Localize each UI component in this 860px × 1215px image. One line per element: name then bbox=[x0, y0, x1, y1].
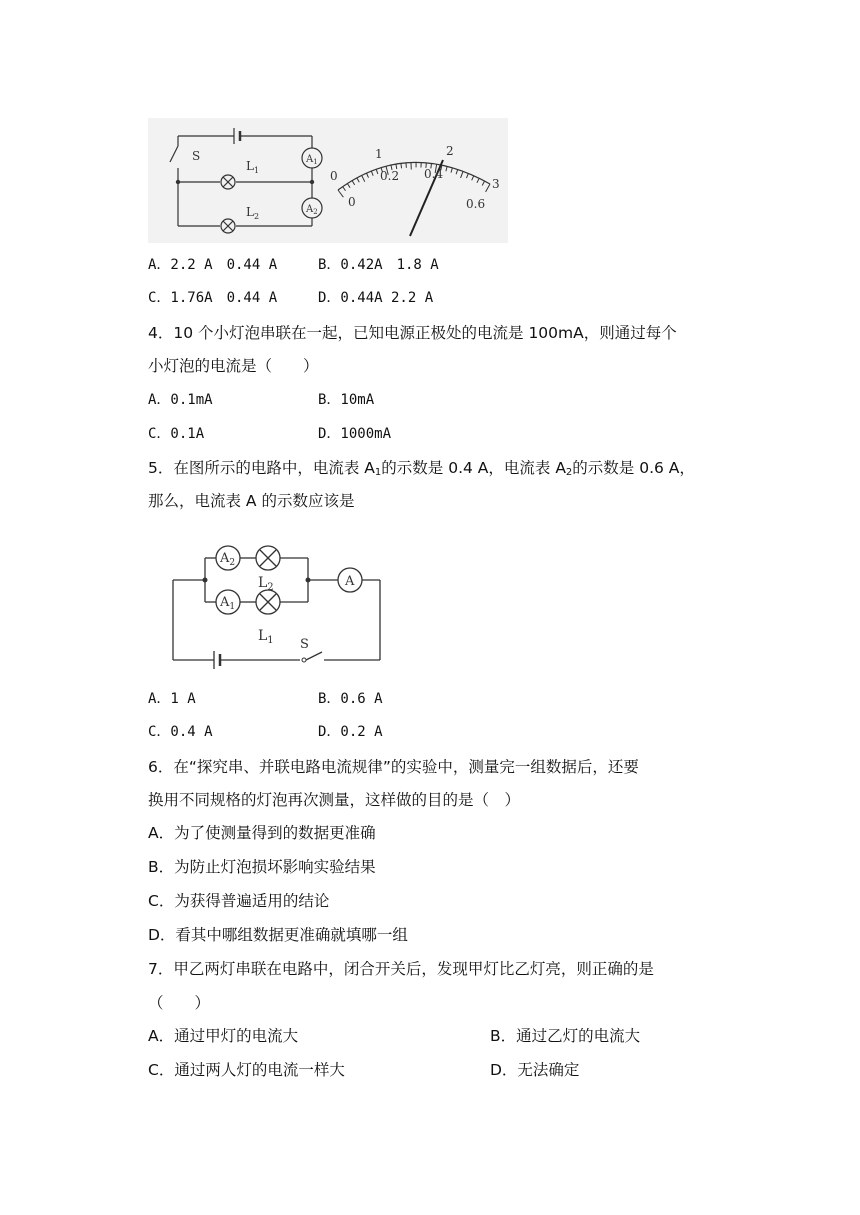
fig5-ammeter-a: A bbox=[345, 574, 355, 589]
q6-option-c: C．为获得普遍适用的结论 bbox=[148, 892, 330, 910]
fig5-lamp-l2-label: $L_2$ bbox=[258, 575, 274, 593]
q5-option-a: A．1 A bbox=[148, 691, 196, 707]
svg-text:0.2: 0.2 bbox=[380, 169, 400, 183]
q4-stem-line1: 4．10 个小灯泡串联在一起，已知电源正极处的电流是 100mA，则通过每个 bbox=[148, 324, 677, 342]
q3-figure bbox=[148, 118, 508, 243]
q7-stem-line2: （ ） bbox=[148, 994, 211, 1012]
q6-option-d: D．看其中哪组数据更准确就填哪一组 bbox=[148, 926, 408, 944]
q5-circuit-figure bbox=[168, 540, 408, 670]
q4-option-b: B．10mA bbox=[318, 392, 375, 408]
q5-option-b: B．0.6 A bbox=[318, 691, 383, 707]
q6-stem-line2: 换用不同规格的灯泡再次测量，这样做的目的是（ ） bbox=[148, 791, 521, 809]
q5-option-c: C．0.4 A bbox=[148, 724, 213, 740]
q4-option-d: D．1000mA bbox=[318, 426, 392, 442]
fig5-ammeter-a2: $A_2$ bbox=[220, 551, 236, 568]
svg-text:2: 2 bbox=[446, 144, 454, 158]
q4-stem-line2: 小灯泡的电流是（ ） bbox=[148, 357, 319, 375]
svg-text:0: 0 bbox=[348, 195, 356, 209]
q4-option-c: C．0.1A bbox=[148, 426, 205, 442]
q7-option-a: A．通过甲灯的电流大 bbox=[148, 1027, 299, 1045]
q7-stem-line1: 7．甲乙两灯串联在电路中，闭合开关后，发现甲灯比乙灯亮，则正确的是 bbox=[148, 960, 654, 978]
fig5-switch-label: S bbox=[300, 637, 309, 652]
q3-option-c: C．1.76A 0.44 A bbox=[148, 290, 278, 306]
q3-option-d: D．0.44A 2.2 A bbox=[318, 290, 434, 306]
q5-stem-line2: 那么，电流表 A 的示数应该是 bbox=[148, 492, 355, 510]
meter-tick bbox=[401, 163, 402, 168]
svg-text:L2: $L_2$ bbox=[246, 205, 260, 221]
fig5-lamp-l1-label: $L_1$ bbox=[258, 628, 274, 646]
q5-option-d: D．0.2 A bbox=[318, 724, 383, 740]
q7-option-d: D．无法确定 bbox=[490, 1061, 580, 1079]
q3-option-a: A．2.2 A 0.44 A bbox=[148, 257, 278, 273]
q7-option-c: C．通过两人灯的电流一样大 bbox=[148, 1061, 345, 1079]
q6-option-b: B．为防止灯泡损坏影响实验结果 bbox=[148, 858, 376, 876]
fig3-ammeter-a2: $A_2$ bbox=[306, 204, 318, 216]
q5-stem-line1: 5．在图所示的电路中，电流表 $A_1$的示数是 0.4 A，电流表 $A_2$的示数是 0.6 A， bbox=[148, 459, 695, 478]
q7-option-b: B．通过乙灯的电流大 bbox=[490, 1027, 641, 1045]
fig3-switch-label: S bbox=[192, 149, 201, 163]
svg-text:0.6: 0.6 bbox=[466, 197, 486, 211]
svg-text:0: 0 bbox=[330, 169, 338, 183]
q3-option-b: B．0.42A 1.8 A bbox=[318, 257, 439, 273]
svg-text:0.4: 0.4 bbox=[424, 167, 444, 181]
q4-option-a: A．0.1mA bbox=[148, 392, 213, 408]
svg-text:3: 3 bbox=[492, 177, 500, 191]
fig3-ammeter-a1: $A_1$ bbox=[306, 154, 318, 166]
fig5-ammeter-a1: $A_1$ bbox=[220, 595, 236, 612]
svg-text:L1: $L_1$ bbox=[246, 159, 260, 175]
q6-stem-line1: 6．在“探究串、并联电路电流规律”的实验中，测量完一组数据后，还要 bbox=[148, 758, 639, 776]
svg-text:1: 1 bbox=[375, 147, 383, 161]
q6-option-a: A．为了使测量得到的数据更准确 bbox=[148, 824, 376, 842]
